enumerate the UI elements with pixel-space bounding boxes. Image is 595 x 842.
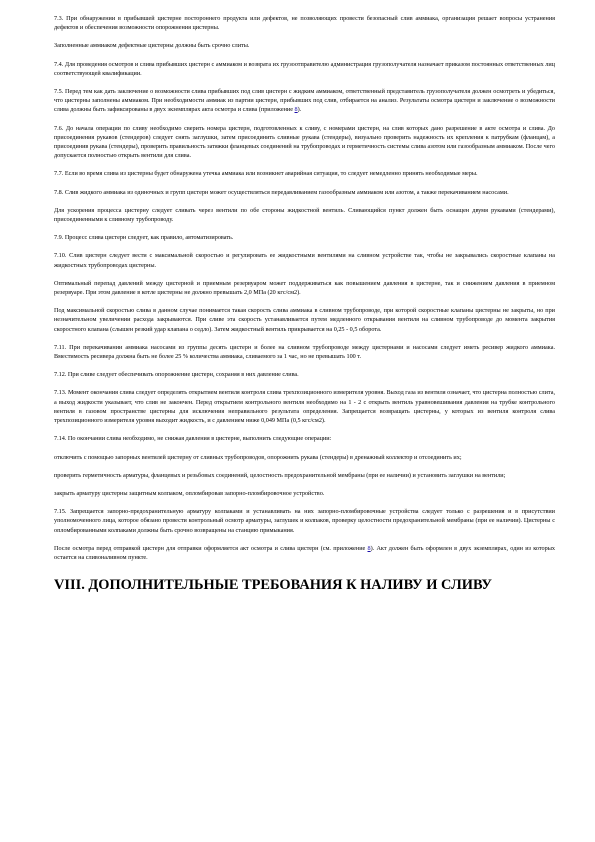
paragraph-7-14: 7.14. По окончании слива необходимо, не снижая давления в цистерне, выполнить следующие операции: xyxy=(54,435,332,443)
paragraph-7-8: 7.8. Слив жидкого аммиака из одиночных и групп цистерн может осуществляться передавливанием газообразным аммиаком или азотом, а также перекачиванием насосами. xyxy=(54,188,509,196)
paragraph-7-16-text-end: ). Акт должен быть оформлен в двух экземплярах, один из которых остается на сливоналивном пункте. xyxy=(54,544,555,561)
paragraph-7-9: 7.9. Процесс слива цистерн следует, как правило, автоматизировать. xyxy=(54,234,234,242)
paragraph-7-12: 7.12. При сливе следует обеспечивать опорожнение цистерн, сохраняя в них давление слива. xyxy=(54,371,299,379)
paragraph-7-15: 7.15. Запрещается запорно-предохранительную арматуру колпаками и устанавливать на них запорно-пломбировочные устройства следует только с разрешения и в присутствии уполномоченного лица, которое обязано провести контрольный осмотр арматуры, заглушек и колпаков, проверку целостности предохранительной мембраны (при ее наличии). Цистерны с опломбированными колпаками должны быть срочно возвращены на станцию примыкания. xyxy=(54,508,555,534)
paragraph-7-5-text-end: ). xyxy=(297,106,302,114)
paragraph-7-14-step-3: закрыть арматуру цистерны защитным колпаком, опломбировав запорно-пломбировочное устройство. xyxy=(54,489,325,497)
paragraph-7-16 xyxy=(54,544,555,562)
paragraph-7-6: 7.6. До начала операции по сливу необходимо сверить номера цистерн, подготовленных к сливу, с номерами цистерн, на слив которых дано разрешение в акте осмотра и слива. До присоединения рукавов (стендеров) следует снять заглушки, затем присоединить сливные рукава (стендеры), визуально проверить надежность их крепления к патрубкам (фланцам), а присоединив рукава (стендеры), проверить правильность затяжки фланцевых соединений на трубопроводах и герметичность системы слива азотом или газообразным аммиаком. После чего допускается полностью открыть вентили для слива. xyxy=(54,124,555,160)
appendix-link[interactable]: 8 xyxy=(367,544,371,552)
paragraph-7-5 xyxy=(54,87,555,115)
paragraph-7-7: 7.7. Если во время слива из цистерны будет обнаружена утечка аммиака или возникнет аварийная ситуация, то следует немедленно принять необходимые меры. xyxy=(54,170,478,178)
paragraph-7-3: 7.3. При обнаружении в прибывшей цистерне постороннего продукта или дефектов, не позволяющих провести безопасный слив аммиака, организация решает вопросы устранения дефектов и обеспечения возможности опорожнения цистерны. xyxy=(54,15,555,32)
section-heading: VIII. ДОПОЛНИТЕЛЬНЫЕ ТРЕБОВАНИЯ К НАЛИВУ И СЛИВУ xyxy=(54,577,492,594)
paragraph-7-10-speed: Под максимальной скоростью слива в данном случае понимается такая скорость слива аммиака в сливном трубопроводе, при которой скоростные клапаны цистерны не закрыты, но при незначительном увеличении расхода закрываются. При сливе эта скорость устанавливается путем медленного открывания вентиля на сливном трубопроводе до момента закрытия скоростного клапана (слышен резкий удар клапана о седло). Затем жидкостный вентиль прикрывается на 0,25 - 0,5 оборота. xyxy=(54,307,555,333)
paragraph-7-10: 7.10. Слив цистерн следует вести с максимальной скоростью и регулировать ее жидкостными вентилями на сливном устройстве так, чтобы не закрывались скоростные клапаны на жидкостных трубопроводах цистерны. xyxy=(54,252,555,269)
paragraph-7-3-note: Заполненные аммиаком дефектные цистерны должны быть срочно слиты. xyxy=(54,42,250,50)
paragraph-7-10-pressure: Оптимальный перепад давлений между цистерной и приемным резервуаром может поддерживаться как повышением давления в цистерне, так и снижением давления в приемном резервуаре. При этом давление в котле цистерны не должно превышать 2,0 МПа (20 кгс/см2). xyxy=(54,279,555,297)
paragraph-7-4: 7.4. Для проведения осмотров и слива прибывших цистерн с аммиаком и возврата их грузоотправителю администрация грузополучателя назначает приказом постоянных ответственных лиц соответствующей квалификации. xyxy=(54,60,555,77)
paragraph-7-5-text: 7.5. Перед тем как дать заключение о возможности слива прибывших под слив цистерн с жидким аммиаком, ответственный представитель грузополучателя должен осмотреть и убедиться, что цистерны заполнены аммиаком. При необходимости аммиак из партии цистерн, прибывших под слив, отбирается на анализ. Результаты осмотра цистерн и заключение о возможности слива должны быть зафиксированы в двух экземплярах акта осмотра и слива (приложение xyxy=(54,88,555,114)
paragraph-7-14-step-1: отключить с помощью запорных вентилей цистерну от сливных трубопроводов, опорожнить рукава (стендеры) в дренажный коллектор и отсоединить их; xyxy=(54,453,462,461)
paragraph-7-16-text: После осмотра перед отправкой цистерн для отправки оформляется акт осмотра и слива цистерн (см. приложение xyxy=(54,544,368,552)
appendix-link[interactable]: 8 xyxy=(294,106,298,114)
paragraph-7-13: 7.13. Момент окончания слива следует определять открытием вентиля контроля слива трехпозиционного измерителя уровня. Выход газа из вентиля означает, что цистерна полностью слита, а выход жидкости указывает, что слив не закончен. Перед открытием контрольного вентиля необходимо на 1 - 2 с открыть вентиль уравновешивания давления на трубке контрольного вентиля в газовом пространстве цистерны для исключения неправильного результата определения. Запрещается возвращать цистерны, у которых из вентиля контроля слива трехпозиционного измерителя уровня выходит жидкость, и с давлением ниже 0,049 МПа (0,5 кгс/см2). xyxy=(54,389,555,425)
paragraph-7-11: 7.11. При перекачивании аммиака насосами из группы десять цистерн и более на сливном трубопроводе между цистернами и насосами следует иметь ресивер жидкого аммиака. Вместимость ресивера должна быть не более 25 % количества аммиака, сливаемого за 1 час, но не превышать 100 т. xyxy=(54,343,555,361)
paragraph-7-14-step-2: проверить герметичность арматуры, фланцевых и резьбовых соединений, целостность предохранительной мембраны (при ее наличии) и установить заглушки на вентили; xyxy=(54,471,506,479)
paragraph-7-8-note: Для ускорения процесса цистерну следует сливать через вентили по обе стороны жидкостной вентиль. Сливающийся пункт должен быть оснащен двумя рукавами (стендерами), присоединенными к сливному трубопроводу. xyxy=(54,206,555,224)
